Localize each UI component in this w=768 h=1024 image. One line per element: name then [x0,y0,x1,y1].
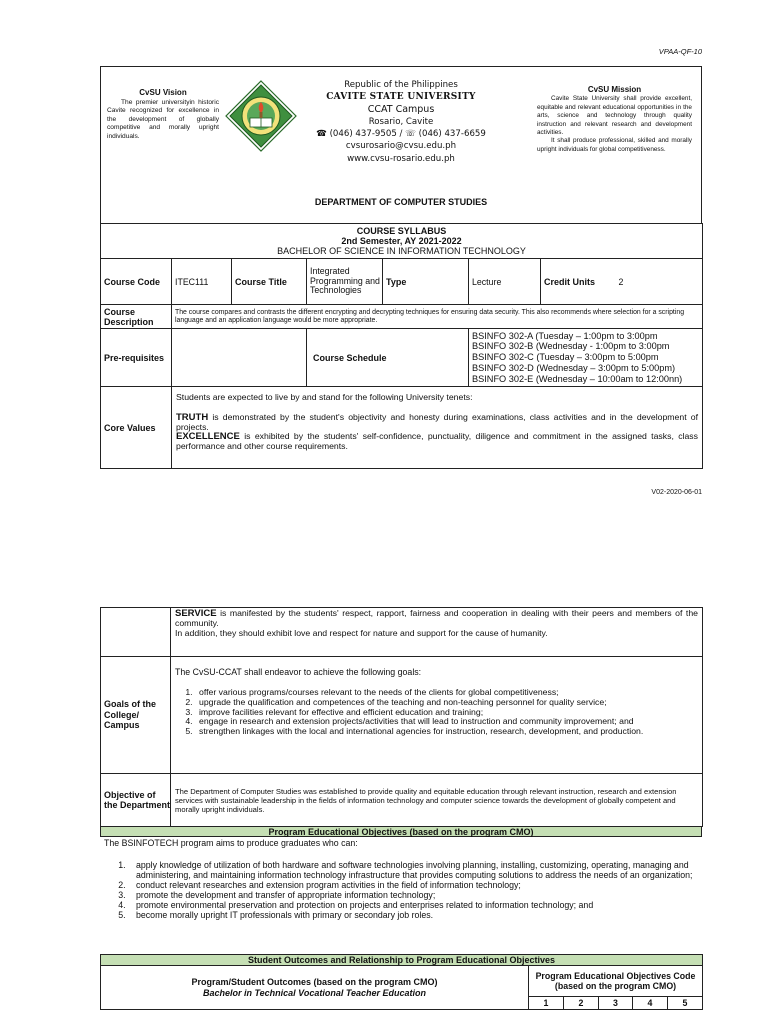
campus-location: Rosario, Cavite [368,116,434,127]
course-schedule-label: Course Schedule [307,329,469,387]
syllabus-semester: 2nd Semester, AY 2021-2022 [341,236,462,246]
list-item: 4. promote environmental preservation and protection on projects and enterprises related to information technology; and [128,900,702,910]
list-item: 3. promote the development and transfer of appropriate information technology; [128,890,702,900]
student-outcomes-table [100,954,703,1010]
peo-code-5: 5 [668,997,703,1010]
list-item: 5. become morally upright IT professionals with primary or secondary job roles. [128,910,702,920]
mission-text-1: Cavite State University shall provide excellent, equitable and relevant educational opportunities in the arts, science and technology through quality instruction and relevant research and development activities. [537,95,692,137]
truth-value: TRUTH is demonstrated by the student's objectivity and honesty during examinations, class activities and in the development of projects. [176,411,698,432]
so-header: Student Outcomes and Relationship to Program Educational Objectives [101,955,703,966]
republic-text: Republic of the Philippines [344,80,458,90]
course-description-label: Course Description [101,305,172,329]
goals-table [100,607,703,827]
prerequisites-label: Pre-requisites [101,329,172,387]
list-item: 3. improve facilities relevant for effective and efficient education and training; [195,708,698,718]
mission-text-2: It shall produce professional, skilled and morally upright individuals for global competitiveness. [537,137,692,153]
peo-code-1: 1 [529,997,564,1010]
blank-label-cell [101,608,171,657]
list-item: 1. apply knowledge of utilization of both hardware and software technologies involving planning, installing, customizing, operating, managing and administering, and maintaining information technology infrastructure that provides computing solutions to address the needs of an organization; [128,860,702,880]
university-info [301,79,501,165]
course-type: Lecture [469,259,541,305]
university-seal-icon [225,80,297,152]
vision-title: CvSU Vision [139,88,187,97]
university-header [100,66,702,224]
document-version: V02-2020-06-01 [651,489,702,496]
goals-list [195,688,698,737]
list-item: 2. upgrade the qualification and competences of the teaching and non-teaching personnel for quality service; [195,698,698,708]
website-address: www.cvsu-rosario.edu.ph [347,153,455,164]
course-code: ITEC111 [172,259,232,305]
course-schedule [469,329,703,387]
core-values-label: Core Values [101,387,172,469]
credit-units: 2 [618,276,624,287]
syllabus-heading [101,224,703,259]
course-type-label: Type [383,259,469,305]
so-column-title: Program/Student Outcomes (based on the program CMO) Bachelor in Technical Vocational Teacher Education [101,966,529,1010]
credit-units-label: Credit Units [544,276,596,287]
course-title-label: Course Title [232,259,307,305]
vision-block [107,89,219,142]
prerequisites [172,329,307,387]
peo-code-2: 2 [564,997,599,1010]
core-values-intro: Students are expected to live by and stand for the following University tenets: [176,392,473,402]
goals-label: Goals of the College/ Campus [101,657,171,774]
list-item: 4. engage in research and extension projects/activities that will lead to instruction and community improvement; and [195,717,698,727]
peo-header: Program Educational Objectives (based on the program CMO) [100,826,702,837]
phone-numbers: ☎ (046) 437-9505 / ☏ (046) 437-6659 [316,129,486,140]
form-code: VPAA-QF-10 [658,47,702,56]
mission-block [537,86,692,154]
list-item: 1. offer various programs/courses relevant to the needs of the clients for global competitiveness; [195,688,698,698]
peo-intro: The BSINFOTECH program aims to produce graduates who can: [104,838,358,848]
course-info-table [100,223,703,469]
schedule-item: BSINFO 302-E (Wednesday – 10:00am to 12:00nn) [472,373,683,384]
peo-list [128,860,702,920]
objective-label: Objective of the Department [101,774,171,827]
nature-statement: In addition, they should exhibit love and respect for nature and support for the cause of humanity. [175,627,548,638]
goals-content [171,657,703,774]
vision-text: The premier universityin historic Cavite recognized for excellence in the development of globally competitive and morally upright individuals. [107,98,219,140]
schedule-item: BSINFO 302-D (Wednesday – 3:00pm to 5:00pm) [472,362,676,373]
service-value: SERVICE is manifested by the students' respect, rapport, fairness and cooperation in dealing with their peers and members of the community. In addition, they should exhibit love and respect for nature and support for the cause of humanity. [171,608,703,657]
peo-code-title: Program Educational Objectives Code (based on the program CMO) [529,966,703,997]
syllabus-program: BACHELOR OF SCIENCE IN INFORMATION TECHNOLOGY [277,246,526,256]
department-title: DEPARTMENT OF COMPUTER STUDIES [314,197,488,207]
list-item: 5. strengthen linkages with the local and international agencies for instruction, research, development, and production. [195,727,698,737]
syllabus-title: COURSE SYLLABUS [356,226,447,236]
core-values [172,387,703,469]
schedule-item: BSINFO 302-C (Tuesday – 3:00pm to 5:00pm [472,352,659,363]
peo-code-3: 3 [599,997,633,1010]
schedule-item: BSINFO 302-B (Wednesday - 1:00pm to 3:00pm [472,341,670,352]
email-address: cvsurosario@cvsu.edu.ph [345,141,457,152]
course-title: Integrated Programming and Technologies [307,259,383,305]
course-code-label: Course Code [101,259,172,305]
peo-section [104,838,702,920]
objective-text: The Department of Computer Studies was established to provide quality and equitable education through relevant instruction, research and extension services with sustainable leadership in the fields of information technology and computer science towards the development of globally competent and morally upright individuals. [171,774,703,827]
university-name: CAVITE STATE UNIVERSITY [326,92,476,103]
peo-code-4: 4 [633,997,668,1010]
schedule-item: BSINFO 302-A (Tuesday – 1:00pm to 3:00pm [472,330,658,341]
mission-title: CvSU Mission [587,85,642,94]
list-item: 2. conduct relevant researches and extension program activities in the field of information technology; [128,880,702,890]
goals-intro: The CvSU-CCAT shall endeavor to achieve the following goals: [175,667,422,677]
excellence-value: EXCELLENCE is exhibited by the students' self-confidence, punctuality, diligence and commitment in the assigned tasks, class performance and other course requirements. [176,431,698,452]
course-description: The course compares and contrasts the different encrypting and decrypting techniques for ensuring data security. This also recommends where selection for a scripting language and an application language would be more appropriate. [172,305,703,329]
campus-name: CCAT Campus [367,103,435,115]
